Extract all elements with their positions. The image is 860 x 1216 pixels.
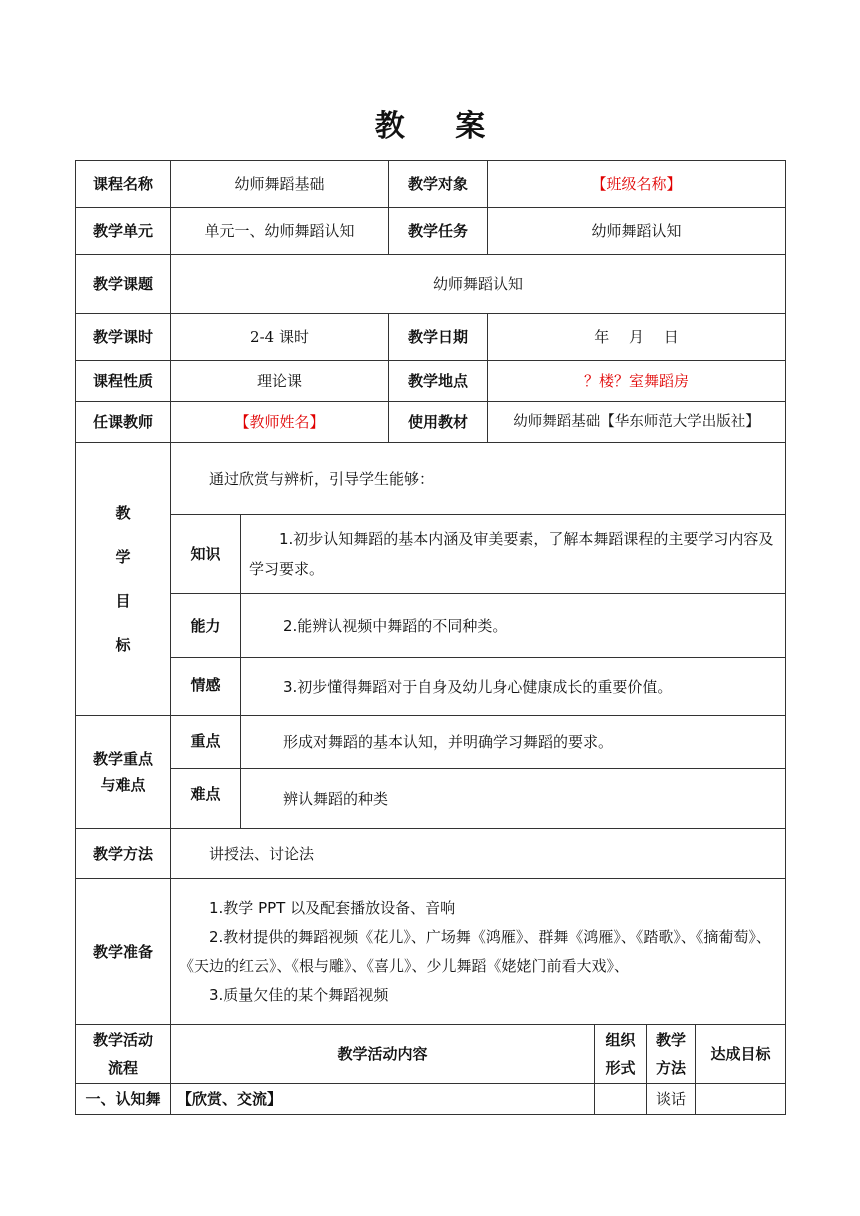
emotion-label: 情感 [171, 658, 241, 716]
objectives-label-char: 目 [115, 592, 131, 610]
row-key-point [76, 716, 786, 769]
row-difficult-point [76, 769, 786, 829]
hours-label: 教学课时 [76, 314, 171, 361]
audience-label: 教学对象 [389, 161, 488, 208]
row-objectives-intro [76, 443, 786, 515]
objectives-label-char: 学 [115, 548, 131, 566]
hours-value: 2-4 课时 [171, 314, 389, 361]
row-objective-knowledge [76, 515, 786, 594]
location-label: 教学地点 [389, 361, 488, 402]
preparation-label: 教学准备 [76, 879, 171, 1025]
task-label: 教学任务 [389, 208, 488, 255]
course-name-label: 课程名称 [76, 161, 171, 208]
row-methods [76, 829, 786, 879]
row-nature [76, 361, 786, 402]
objectives-intro: 通过欣赏与辨析，引导学生能够： [171, 443, 786, 515]
teacher-label: 任课教师 [76, 402, 171, 443]
activity-content-header: 教学活动内容 [171, 1025, 595, 1084]
preparation-line: 3.质量欠佳的某个舞蹈视频 [209, 985, 389, 1004]
course-name-value: 幼师舞蹈基础 [171, 161, 389, 208]
preparation-line: 1.教学 PPT 以及配套播放设备、音响 [209, 898, 456, 917]
difficult-label: 难点 [171, 769, 241, 829]
row-hours [76, 314, 786, 361]
difficult-text: 辨认舞蹈的种类 [241, 769, 786, 829]
activity-goal-cell [696, 1084, 786, 1115]
key-label: 重点 [171, 716, 241, 769]
key-points-label: 教学重点与难点 [76, 716, 171, 829]
knowledge-label: 知识 [171, 515, 241, 594]
objectives-label [76, 443, 171, 716]
activity-method-cell: 谈话 [647, 1084, 696, 1115]
objectives-label-char: 教 [115, 504, 131, 522]
preparation-content [171, 879, 786, 1025]
activity-content-cell: 【欣赏、交流】 [171, 1084, 595, 1115]
topic-value: 幼师舞蹈认知 [171, 255, 786, 314]
activity-flow-header: 教学活动流程 [76, 1025, 171, 1084]
audience-value: 【班级名称】 [488, 161, 786, 208]
methods-label: 教学方法 [76, 829, 171, 879]
ability-text: 2.能辨认视频中舞蹈的不同种类。 [241, 594, 786, 658]
row-teacher [76, 402, 786, 443]
activity-flow-cell: 一、认知舞 [76, 1084, 171, 1115]
table-row [76, 1084, 786, 1115]
date-value: 年 月 日 [488, 314, 786, 361]
teacher-value: 【教师姓名】 [171, 402, 389, 443]
lesson-plan-table [75, 160, 786, 1115]
activity-goal-header: 达成目标 [696, 1025, 786, 1084]
knowledge-text: 1.初步认知舞蹈的基本内涵及审美要素，了解本舞蹈课程的主要学习内容及学习要求。 [241, 515, 786, 594]
row-activity-header [76, 1025, 786, 1084]
topic-label: 教学课题 [76, 255, 171, 314]
date-label: 教学日期 [389, 314, 488, 361]
unit-label: 教学单元 [76, 208, 171, 255]
activity-method-header: 教学方法 [647, 1025, 696, 1084]
nature-value: 理论课 [171, 361, 389, 402]
ability-label: 能力 [171, 594, 241, 658]
location-value: ？楼？室舞蹈房 [488, 361, 786, 402]
activity-form-header: 组织形式 [595, 1025, 647, 1084]
emotion-text: 3.初步懂得舞蹈对于自身及幼儿身心健康成长的重要价值。 [241, 658, 786, 716]
row-course-name [76, 161, 786, 208]
row-objective-emotion [76, 658, 786, 716]
textbook-value: 幼师舞蹈基础【华东师范大学出版社】 [488, 402, 786, 443]
nature-label: 课程性质 [76, 361, 171, 402]
activity-form-cell [595, 1084, 647, 1115]
row-preparation [76, 879, 786, 1025]
methods-text: 讲授法、讨论法 [171, 829, 786, 879]
row-unit [76, 208, 786, 255]
row-topic [76, 255, 786, 314]
page-title: 教 案 [374, 109, 506, 144]
objectives-label-char: 标 [115, 636, 131, 654]
preparation-line: 2.教材提供的舞蹈视频《花儿》、广场舞《鸿雁》、群舞《鸿雁》、《踏歌》、《摘葡萄》、《天边的红云》、《根与雕》、《喜儿》、少儿舞蹈《姥姥门前看大戏》、 [179, 927, 771, 975]
task-value: 幼师舞蹈认知 [488, 208, 786, 255]
unit-value: 单元一、幼师舞蹈认知 [171, 208, 389, 255]
row-objective-ability [76, 594, 786, 658]
textbook-label: 使用教材 [389, 402, 488, 443]
key-text: 形成对舞蹈的基本认知，并明确学习舞蹈的要求。 [241, 716, 786, 769]
